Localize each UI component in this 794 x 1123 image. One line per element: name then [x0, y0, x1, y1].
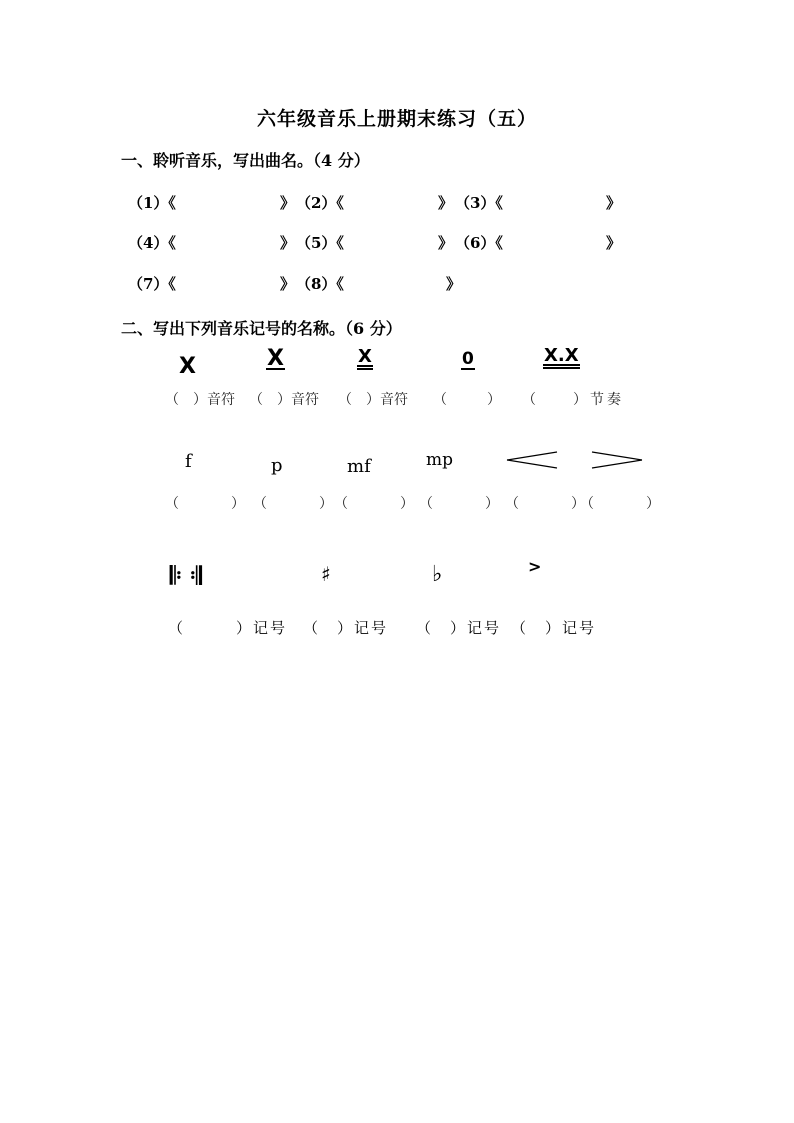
note-label-1: （ ）音符	[165, 392, 235, 408]
section-1-heading: 一、聆听音乐，写出曲名。（4 分）	[121, 151, 370, 170]
forte-symbol: f	[185, 451, 192, 472]
blank-1-open: （1）《	[128, 194, 176, 212]
blank-3-close: 》	[606, 194, 622, 212]
piano-symbol: p	[271, 455, 283, 476]
eighth-rest-symbol: 0	[462, 349, 474, 369]
flat-symbol: ♭	[432, 562, 443, 587]
accent-symbol: >	[528, 557, 542, 576]
quarter-note-symbol: X	[179, 354, 196, 379]
blank-4-close: 》	[280, 234, 296, 252]
blank-8-open: （8）《	[296, 275, 344, 293]
mark-label-4: （ ）记号	[511, 619, 597, 637]
dynamic-label-4: （ ）	[419, 496, 507, 512]
page-title: 六年级音乐上册期末练习（五）	[256, 108, 537, 130]
dynamic-label-1: （ ）	[165, 496, 253, 512]
repeat-signs-symbol: 𝄆 𝄇	[170, 562, 202, 590]
dynamic-label-6: （ ）	[580, 496, 668, 512]
note-label-5: （ ）节奏	[522, 392, 624, 408]
blank-6-open: （6）《	[455, 234, 503, 252]
blank-6-close: 》	[606, 234, 622, 252]
blank-8-close: 》	[446, 275, 462, 293]
blank-7-open: （7）《	[128, 275, 176, 293]
dotted-rhythm-symbol: X.X	[543, 345, 580, 369]
dynamic-label-2: （ ）	[253, 496, 341, 512]
blank-5-open: （5）《	[296, 234, 344, 252]
crescendo-symbol	[505, 450, 559, 470]
blank-7-close: 》	[280, 275, 296, 293]
mark-label-2: （ ）记号	[303, 619, 389, 637]
sixteenth-note-symbol: X	[357, 346, 373, 370]
note-label-2: （ ）音符	[249, 392, 319, 408]
blank-2-close: 》	[438, 194, 454, 212]
blank-3-open: （3）《	[455, 194, 503, 212]
mark-label-1: （ ）记号	[168, 619, 288, 637]
dynamic-label-5: （ ）	[505, 496, 593, 512]
dynamic-label-3: （ ）	[334, 496, 422, 512]
mark-label-3: （ ）记号	[416, 619, 502, 637]
mezzo-piano-symbol: mp	[426, 450, 454, 470]
note-label-4: （ ）	[433, 392, 505, 408]
section-2-heading: 二、写出下列音乐记号的名称。（6 分）	[121, 319, 402, 338]
decrescendo-symbol	[590, 450, 644, 470]
eighth-note-symbol: X	[267, 346, 284, 371]
blank-2-open: （2）《	[296, 194, 344, 212]
sharp-symbol: ♯	[321, 562, 331, 586]
blank-5-close: 》	[438, 234, 454, 252]
blank-1-close: 》	[280, 194, 296, 212]
mezzo-forte-symbol: mf	[347, 456, 371, 477]
note-label-3: （ ）音符	[338, 392, 408, 408]
blank-4-open: （4）《	[128, 234, 176, 252]
